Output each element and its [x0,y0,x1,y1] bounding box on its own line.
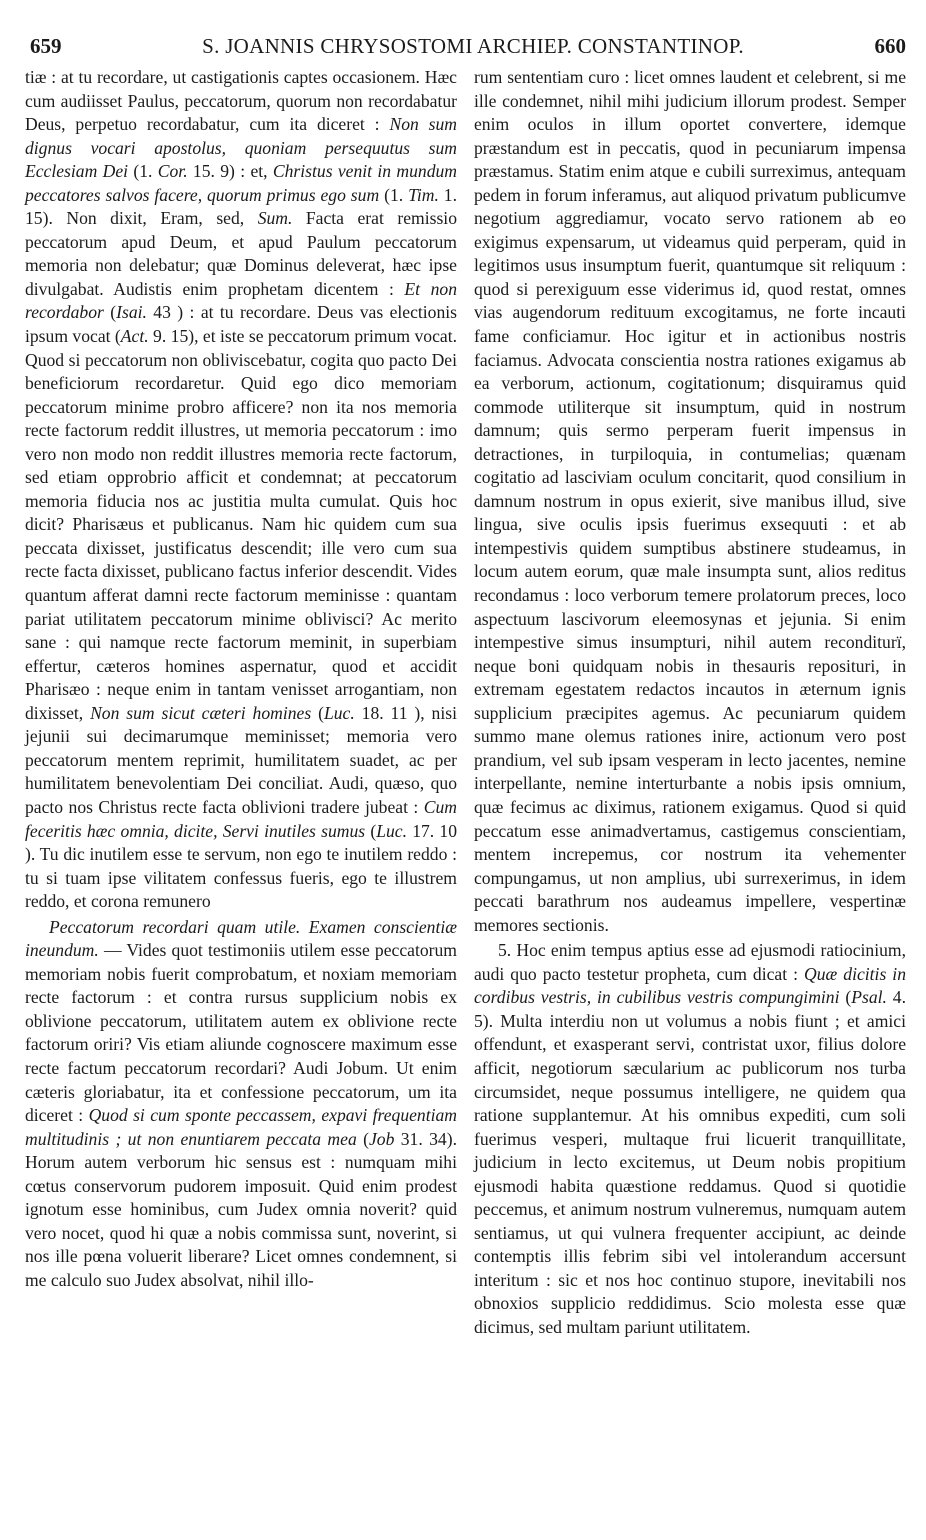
text-run: ( [839,987,852,1008]
italic-run: Cor. [157,161,188,182]
text-run: 1. 15). Non dixit, Eram, sed, [25,184,457,229]
text-run: rum sententiam curo : licet omnes laudent et celebrent, si me ille condemnet, nihil mihi judicium illorum prodest. Semper enim oculos in illum oportet convertere, idemque præstandum est in peccatis, quod in pecuniarum impensa præstamus. Statim enim atque e cubili surreximus, antequam pedem in forum inferamus, aut aliquod privatum publicumve negotium aggrediamur, vocato servo rationem ab eo exigimus expensarum, ut videamus quid perperam, quid in legitimos usus insumptum fuerit, quantumque sit reliquum : quod si perexiguum esse viderimus id, quod restat, omnes vias augendorum redituum excogitamus, ne forte incauti fame conficiamur. Hoc igitur et in actionibus nostris faciamus. Advocata conscientia nostra rationes exigamus ab ea verborum, actionum, cogitationum; disquiramus quid commode utiliterque sit insumptum, quid in nostrum damnum; quis sermo perperam fuerit impensus in detractiones, in turpiloquia, in contumelias; quænam cogitatio ad lasciviam oculum concitarit, quod consilium in damnum nostrum in opus exierit, sive manibus illud, sive lingua, sive oculis ipsis fuerimus exsequuti : et ab intempestivis quidem sumptibus abstinere studeamus, in locum autem eorum, quæ male insumpta sunt, alios reditus recondamus : loco verborum temere prolatorum preces, loco aspectuum lascivorum eleemosynas et jejunia. Si enim intempestive simus insumpturi, nihil autem reconditurï, neque boni quidquam nobis in thesauris reposituri, in extremam egestatem redactos incautos in æternum ignis supplicium præcipites agemus. Ac pecuniarum quidem summo mane olemus rationes inire, actionum vero post prandium, vel sub ipsam vesperam in lecto jacentes, nemine interpellante, nemine interturbante a nobis ipsis omnium, quæ fecimus ac diximus, rationem exigamus. Quod si quid peccatum esse animadvertamus, castigemus conscientiam, mentem increpemus, cor nostrum ita vehementer compungamus, ut non amplius, ubi surrexerimus, in idem peccati barathrum nos audeamus impellere, vespertinæ memores sectionis. [474,67,906,935]
italic-run: Psal. [851,987,887,1008]
text-run: Facta erat remissio peccatorum apud Deum, et apud Paulum peccatorum memoria non delebatur; quæ Dominus deleverat, hæc ipse divulgabat. Audistis enim prophetam dicentem : [25,208,457,299]
text-run: 5. Hoc enim tempus aptius esse ad ejusmodi ratiocinium, audi quo pacto testetur propheta, cum dicat : [474,940,906,984]
left-paragraph-2 [25,916,457,1293]
italic-run: Luc. [323,702,355,723]
italic-run: Quod si cum sponte peccassem, expavi frequentiam multitudinis ; ut non enuntiarem peccata mea [25,1105,458,1149]
running-title: S. JOANNIS CHRYSOSTOMI ARCHIEP. CONSTANTINOP. [202,34,744,58]
text-run: ( [103,302,117,323]
right-column [474,66,906,1340]
italic-run: Et non recordabor [25,278,457,323]
italic-run: Act. [120,326,149,347]
italic-run: Peccatorum recordari quam utile. Examen conscientiæ ineundum. [25,916,457,961]
text-run: ( [356,1128,369,1149]
italic-run: Tim. [408,184,439,205]
page-header [30,34,906,64]
text-run: ( [311,702,324,723]
right-paragraph-1 [474,66,906,937]
italic-run: Luc. [376,820,407,841]
text-run: (1. [379,184,409,205]
left-paragraph-1 [25,66,457,914]
text-run: — Vides quot testimoniis utilem esse peccatorum memoriam nobis fuerit comprobatum, et noxiam memoriam recte factorum : et contra rursus supplicium nobis ex oblivione peccatorum, utilitatem autem ex oblivione recte factorum oriri? Vis etiam aliunde cognoscere maximum esse recte factum peccatorum recordari? Audi Jobum. Ut enim cæteris gloriabatur, ita et confessione peccatorum, um ita diceret : [25,940,457,1126]
italic-run: Non sum dignus vocari apostolus, quoniam persequutus sum Ecclesiam Dei [25,114,458,182]
text-run: 18. 11 ), nisi jejunii sui decimarumque meminisset; memoria vero peccatorum mentem reprimit, humilitatem suadet, ac per humilitatem benevolentiam Dei conciliat. Audi, quæso, quo pacto nos Christus recte facta oblivioni tradere jubeat : [25,702,457,817]
text-run: 9. 15), et iste se peccatorum primum vocat. Quod si peccatorum non obliviscebatur, cogita quo pacto Dei beneficiorum recordaretur. Quid ego dico memoriam peccatorum minime probro afficere? non ita nos memoria recte factorum reddit illustres, ut memoria peccatorum : imo vero non modo non reddit illustres memoria recte factorum, sed etiam opprobrio afficit et condemnat; at peccatorum memoria fiducia nos ac justitia multa cumulat. Quis hoc dicit? Pharisæus et publicanus. Nam hic quidem cum sua peccata dixisset, justificatus descendit; ille vero cum sua recte facta dixisset, publicano factus inferior descendit. Vides quantum afferat damni recte factorum meminisse : quantam pariat utilitatem peccatorum minime oblivisci? Ac merito sane : qui namque recte factorum meminit, in superbiam effertur, cæteros homines aspernatur, quod et accidit Pharisæo : neque enim in tantam venisset arrogantiam, non dixisset, [25,326,457,723]
page-number-right: 660 [874,34,906,58]
italic-run: Non sum sicut cæteri homines [90,702,312,723]
text-run: 31. 34). Horum autem verborum hic sensus est : numquam mihi cœtus conservorum pudorem imposuit. Quid enim prodest ignotum esse hominibus, cum Judex omnia noverit? quid vero nocet, quod hi quæ a nobis commissa sunt, noverint, si nos ille pœna voluerit liberare? Licet omnes condemnent, si me calculo suo Judex absolvat, nihil illo- [25,1128,457,1290]
italic-run: Quæ dicitis in cordibus vestris, in cubilibus vestris compungimini [474,963,906,1008]
text-run: 4. 5). Multa interdiu non ut volumus a nobis fiunt ; et amici offendunt, et exasperant servi, contristat uxor, filius dolore afficit, negotiorum sæcularium ac publicorum nos turba circumsidet, neque possumus intelligere, ne quidem qua ratione supplantemur. At his omnibus expediti, cum soli fuerimus vesperi, multaque frui licuerit tranquillitate, judicium in lecto excitemus, ut Deum nobis propitium ejusmodi habita quæstione reddamus. Quod si quotidie peccemus, et animum nostrum vulneremus, numquam autem sentiamus, ut qui vulnera frequenter accipiunt, ac deinde contemptis illis febrim sibi vel intolerandum accersunt interitum : sic et nos hoc continuo stupore, inevitabili nos obnoxios supplicio reddidimus. Scio molesta esse quæ dicimus, sed multam pariunt utilitatem. [474,987,907,1337]
italic-run: Cum feceritis hæc omnia, dicite, Servi inutiles sumus [25,796,457,841]
italic-run: Christus venit in mundum peccatores salvos facere, quorum primus ego sum [25,161,458,205]
text-run: 17. 10 ). Tu dic inutilem esse te servum, non ego te inutilem reddo : tu si tuam ipse vilitatem confessus fueris, ego te illustrem reddo, et corona remunero [25,820,457,912]
right-paragraph-2 [474,939,906,1339]
italic-run: Isai. [116,302,147,323]
page-number-left: 659 [30,34,62,58]
text-run: 43 ) : at tu recordare. Deus vas electionis ipsum vocat ( [25,302,457,347]
text-run: tiæ : at tu recordare, ut castigationis captes occasionem. Hæc cum audiisset Paulus, peccatorum, quorum non recordabatur Deus, perpetuo recordabatur, cum ita diceret : [25,67,457,135]
text-run: 15. 9) : et, [187,161,273,182]
text-run: (1. [128,161,158,182]
italic-run: Job [368,1128,395,1149]
left-column [25,66,457,1292]
italic-run: Sum. [257,208,293,229]
text-run: ( [365,820,377,841]
